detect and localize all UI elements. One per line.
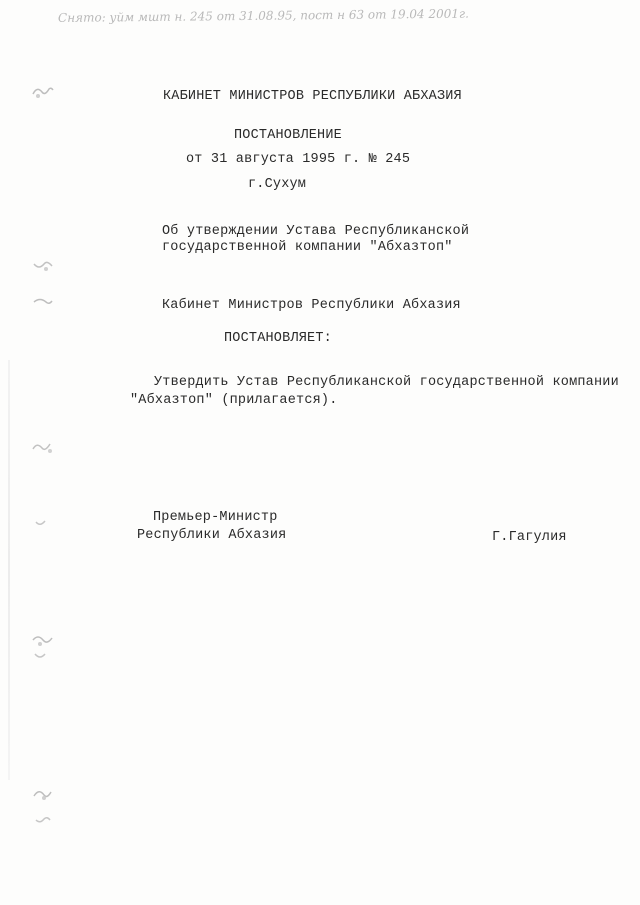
handwritten-note: Снято: уйм мшт н. 245 от 31.08.95, пост н 63 от 19.04 2001г.	[57, 6, 469, 25]
signatory-title-line-2: Республики Абхазия	[137, 528, 287, 543]
punch-mark-icon	[30, 648, 56, 664]
punch-mark-icon	[30, 812, 56, 828]
subject-line-2: государственной компании "Абхазтоп"	[162, 240, 453, 255]
signatory-title-line-1: Премьер-Министр	[153, 510, 278, 525]
subject-line-1: Об утверждении Устава Республиканской	[162, 224, 470, 239]
page-edge-shadow	[8, 360, 10, 780]
punch-mark-icon	[30, 786, 56, 802]
place-of-issue: г.Сухум	[248, 177, 307, 192]
punch-mark-icon	[30, 292, 56, 308]
date-and-number: от 31 августа 1995 г. № 245	[186, 152, 411, 167]
punch-mark-icon	[30, 258, 56, 274]
resolves-heading: ПОСТАНОВЛЯЕТ:	[224, 331, 332, 346]
body-line-1: Утвердить Устав Республиканской государственной компании	[154, 375, 619, 390]
document-type: ПОСТАНОВЛЕНИЕ	[234, 128, 342, 143]
body-line-2: "Абхазтоп" (прилагается).	[130, 393, 338, 408]
issuer-statement: Кабинет Министров Республики Абхазия	[162, 298, 461, 313]
punch-mark-icon	[30, 632, 56, 648]
signatory-name: Г.Гагулия	[492, 530, 567, 545]
punch-mark-icon	[30, 440, 56, 456]
issuing-authority: КАБИНЕТ МИНИСТРОВ РЕСПУБЛИКИ АБХАЗИЯ	[163, 89, 462, 104]
punch-mark-icon	[30, 84, 56, 100]
punch-mark-icon	[30, 514, 56, 530]
